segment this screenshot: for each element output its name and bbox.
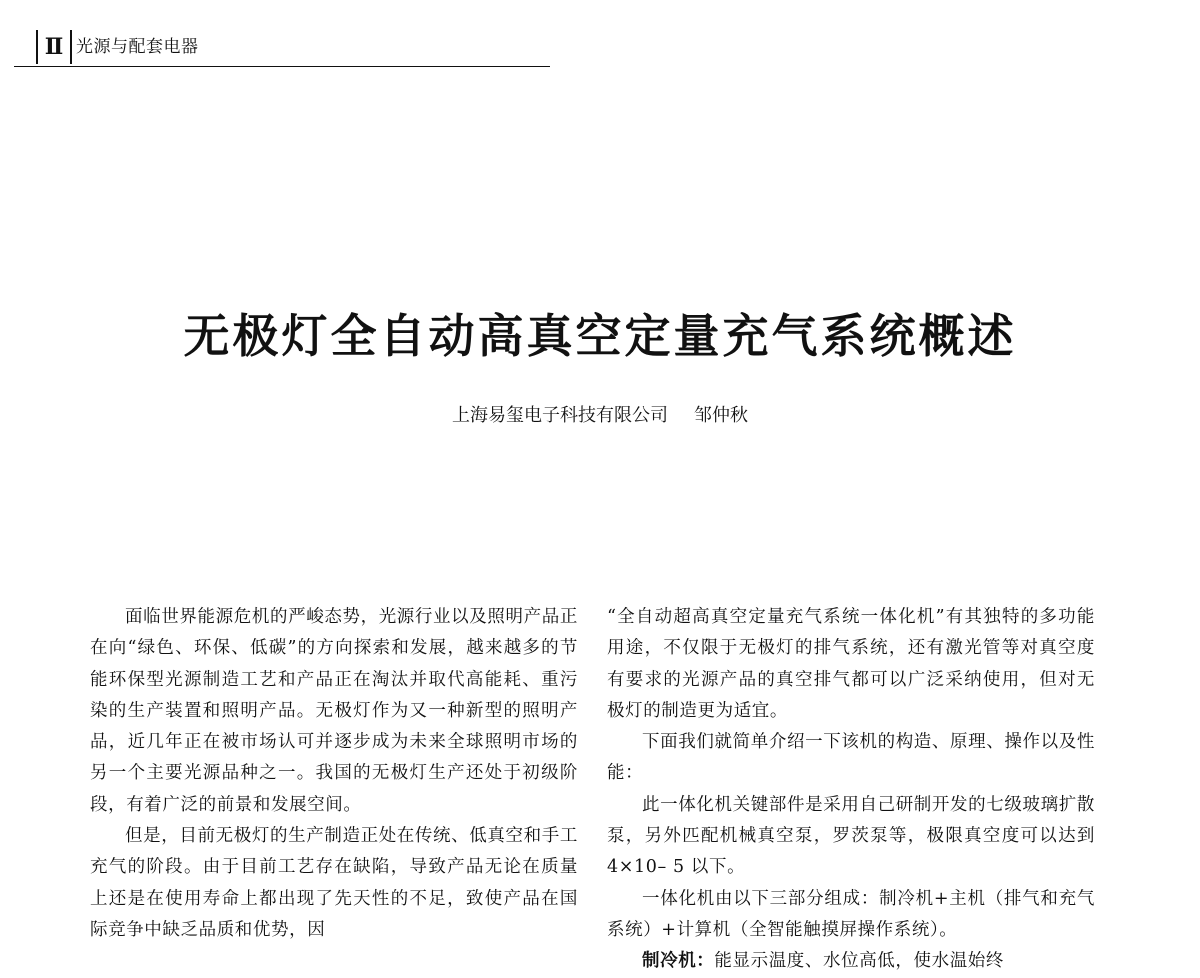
body-paragraph-refrigerator [607,946,1095,977]
author-name: 邹仲秋 [694,405,748,426]
section-name: 光源与配套电器 [76,37,199,57]
body-paragraph: 但是，目前无极灯的生产制造正处在传统、低真空和手工充气的阶段。由于目前工艺存在缺陷，导致产品无论在质量上还是在使用寿命上都出现了先天性的不足，致使产品在国际竞争中缺乏品质和优势，因 [90,826,578,940]
body-paragraph: “全自动超高真空定量充气系统一体化机”有其独特的多功能用途，不仅限于无极灯的排气系统，还有激光管等对真空度有要求的光源产品的真空排气都可以广泛采纳使用，但对无极灯的制造更为适宜。 [607,607,1095,721]
lead-term: 制冷机： [642,951,715,972]
section-number: Ⅱ [36,30,72,64]
running-header [14,30,550,67]
body-paragraph: 一体化机由以下三部分组成：制冷机+主机（排气和充气系统）+计算机（全智能触摸屏操作系统）。 [607,888,1095,940]
author-affiliation: 上海易玺电子科技有限公司 [452,405,668,426]
article-title: 无极灯全自动高真空定量充气系统概述 [183,309,1017,363]
body-paragraph: 下面我们就简单介绍一下该机的构造、原理、操作以及性能： [607,732,1095,784]
body-paragraph: 面临世界能源危机的严峻态势，光源行业以及照明产品正在向“绿色、环保、低碳”的方向探索和发展，越来越多的节能环保型光源制造工艺和产品正在淘汰并取代高能耗、重污染的生产装置和照明产品。无极灯作为又一种新型的照明产品，近几年正在被市场认可并逐步成为未来全球照明市场的另一个主要光源品种之一。我国的无极灯生产还处于初级阶段，有着广泛的前景和发展空间。 [90,607,578,815]
body-column-right [607,602,1095,978]
body-paragraph: 此一体化机关键部件是采用自己研制开发的七级玻璃扩散泵，另外匹配机械真空泵，罗茨泵等，极限真空度可以达到 4×10– 5 以下。 [607,794,1095,878]
lead-text: 能显示温度、水位高低，使水温始终 [714,951,1005,972]
body-column-left [90,602,578,946]
byline [0,402,1200,430]
